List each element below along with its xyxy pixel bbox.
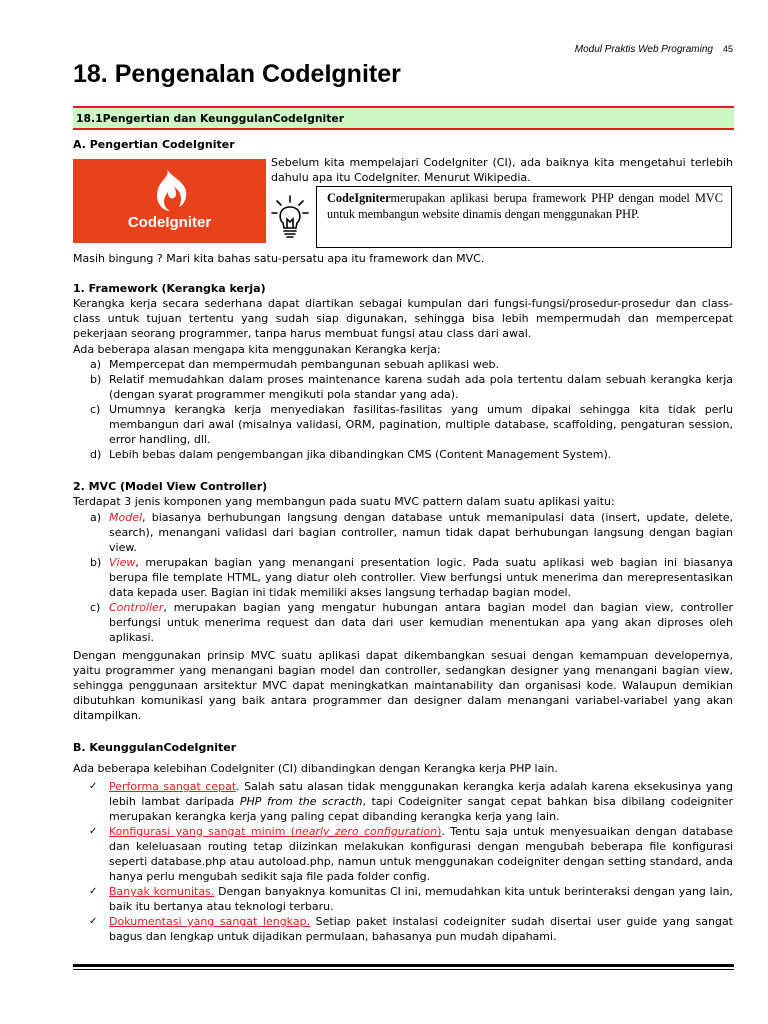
codeigniter-logo xyxy=(73,159,266,243)
flame-icon xyxy=(151,167,189,213)
list-item xyxy=(73,824,733,884)
framework-reasons-list xyxy=(73,357,733,462)
list-marker: b) xyxy=(90,373,102,386)
heading-b: B. KeunggulanCodeIgniter xyxy=(73,741,237,754)
page-number: 45 xyxy=(722,44,733,54)
list-item xyxy=(73,372,733,402)
list-item xyxy=(73,884,733,914)
check-icon: ✓ xyxy=(89,916,98,927)
list-item xyxy=(73,402,733,447)
list-item xyxy=(73,357,733,372)
chapter-title: 18. Pengenalan CodeIgniter xyxy=(73,60,401,88)
list-item xyxy=(73,510,733,555)
heading-framework: 1. Framework (Kerangka kerja) xyxy=(73,282,266,295)
list-text: . Tentu saja untuk menyesuaikan dengan database dan keleluasaan routing tetap diizinkan melakukan konfigurasi dengan mengubah beberapa file konfigurasi seperti database.php atau autoload.php, namun untuk menggunakan codeigniter dengan setting standard, anda hanya perlu mengubah sedikit saja file pada folder config. xyxy=(109,825,733,883)
list-item xyxy=(73,555,733,600)
list-marker: c) xyxy=(90,403,101,416)
advantage-title: Dokumentasi yang sangat lengkap. xyxy=(109,915,311,928)
list-item xyxy=(73,779,733,824)
quote-term: CodeIgniter xyxy=(327,191,391,205)
list-marker: a) xyxy=(90,511,102,524)
intro-paragraph: Sebelum kita mempelajari CodeIgniter (CI), ada baiknya kita mengetahui terlebih dahulu apa itu CodeIgniter. Menurut Wikipedia. xyxy=(271,156,733,184)
heading-a: A. Pengertian CodeIgniter xyxy=(73,138,235,151)
mvc-closing: Dengan menggunakan prinsip MVC suatu aplikasi dapat dikembangkan sesuai dengan kemampuan developernya, yaitu programmer yang menangani bagian model dan controller, sedangkan designer yang menangani bagian view, sehingga penggunaan arsitektur MVC dapat meningkatkan maintanability dan organisasi kode. Walaupun demikian dibutuhkan komunikasi yang baik antara programmer dan designer dalam menangani variabel-variabel yang akan ditampilkan. xyxy=(73,649,733,722)
framework-reasons-intro: Ada beberapa alasan mengapa kita menggunakan Kerangka kerja: xyxy=(73,343,441,356)
mvc-components-list xyxy=(73,510,733,645)
advantages-intro: Ada beberapa kelebihan CodeIgniter (CI) dibandingkan dengan Kerangka kerja PHP lain. xyxy=(73,762,558,775)
check-icon: ✓ xyxy=(89,886,98,897)
list-item xyxy=(73,600,733,645)
list-item xyxy=(73,914,733,944)
lightbulb-icon xyxy=(271,194,309,242)
list-text: Lebih bebas dalam pengembangan jika dibandingkan CMS (Content Management System). xyxy=(109,448,612,461)
list-marker: a) xyxy=(90,358,102,371)
list-marker: d) xyxy=(90,448,102,461)
list-text: , biasanya berhubungan langsung dengan database untuk memanipulasi data (insert, update, delete, search), menangani validasi dari bagian controller, namun tidak dapat berhubungan langsung dengan bagian view. xyxy=(109,511,733,554)
list-text: Relatif memudahkan dalam proses maintenance karena sudah ada pola tertentu dalam sebuah kerangka kerja (dengan syarat programmer mengikuti pola standar yang ada). xyxy=(109,373,733,401)
framework-paragraph: Kerangka kerja secara sederhana dapat diartikan sebagai kumpulan dari fungsi-fungsi/prosedur-prosedur dan class-class untuk tujuan tertentu yang sudah siap digunakan, sehingga bisa lebih mempermudah dan mempercepat pekerjaan seorang programmer, tanpa harus membuat fungsi atau class dari awal. xyxy=(73,297,733,340)
module-title: Modul Praktis Web Programing xyxy=(574,44,713,55)
list-marker: c) xyxy=(90,601,101,614)
running-header xyxy=(575,44,733,55)
list-text: , merupakan bagian yang menangani presentation logic. Pada suatu aplikasi web bagian ini biasanya berupa file template HTML, yang diatur oleh controller. View berfungsi untuk menerima dan merepresentasikan data kepada user. Bagian ini tidak memiliki akses langsung terhadap bagian model. xyxy=(109,556,733,599)
list-item xyxy=(73,447,733,462)
advantage-title: Konfigurasi yang sangat minim ( xyxy=(109,825,295,838)
advantage-title: Performa sangat cepat xyxy=(109,780,237,793)
list-text: Umumnya kerangka kerja menyediakan fasilitas-fasilitas yang umum dipakai sehingga kita tidak perlu membangun dari awal (misalnya validasi, ORM, pagination, multiple database, scaffolding, pengaturan session, error handling, dll. xyxy=(109,403,733,446)
quote-text: merupakan aplikasi berupa framework PHP dengan model MVC untuk membangun website dinamis dengan menggunakan PHP. xyxy=(327,191,723,221)
list-marker: b) xyxy=(90,556,102,569)
mvc-intro: Terdapat 3 jenis komponen yang membangun pada suatu MVC pattern dalam suatu aplikasi yaitu: xyxy=(73,495,615,508)
list-text: Dengan banyaknya komunitas CI ini, memudahkan kita untuk berinteraksi dengan yang lain, baik itu bertanya atau teknologi terbaru. xyxy=(109,885,733,913)
term-model: Model xyxy=(109,511,143,524)
advantage-title-italic: nearly zero configuration xyxy=(295,825,438,838)
advantage-title: Banyak komunitas. xyxy=(109,885,215,898)
advantage-title-end: ) xyxy=(437,825,442,838)
list-text: , merupakan bagian yang mengatur hubungan antara bagian model dan bagian view, controller berfungsi untuk menerima request dan data dari user kemudian menentukan apa yang akan diproses oleh aplikasi. xyxy=(109,601,733,644)
footer-rule-thick xyxy=(73,964,734,967)
wikipedia-quote-box xyxy=(316,186,732,248)
check-icon: ✓ xyxy=(89,781,98,792)
list-italic: PHP from the scracth xyxy=(239,795,363,808)
section-bar xyxy=(73,106,734,130)
heading-mvc: 2. MVC (Model View Controller) xyxy=(73,480,268,493)
after-paragraph: Masih bingung ? Mari kita bahas satu-persatu apa itu framework dan MVC. xyxy=(73,252,485,265)
footer-rule-thin xyxy=(73,969,734,970)
term-controller: Controller xyxy=(109,601,164,614)
check-icon: ✓ xyxy=(89,826,98,837)
section-title: 18.1Pengertian dan KeunggulanCodeIgniter xyxy=(76,112,345,125)
list-text: . Salah satu alasan tidak menggunakan kerangka kerja adalah karena eksekusinya yang lebih lambat daripada xyxy=(109,780,733,808)
list-text: , tapi Codeigniter sangat cepat bahkan bisa dibilang codeigniter merupakan kerangka kerja yang paling cepat dibanding kerangka kerja yang lain. xyxy=(109,795,734,823)
list-text: Mempercepat dan mempermudah pembangunan sebuah aplikasi web. xyxy=(109,358,499,371)
list-text: Setiap paket instalasi codeigniter sudah disertai user guide yang sangat bagus dan lengkap untuk dijadikan permulaan, bahasanya pun mudah dipahami. xyxy=(109,915,733,943)
advantages-list xyxy=(73,779,733,944)
logo-text: CodeIgniter xyxy=(127,214,212,231)
term-view: View xyxy=(109,556,136,569)
